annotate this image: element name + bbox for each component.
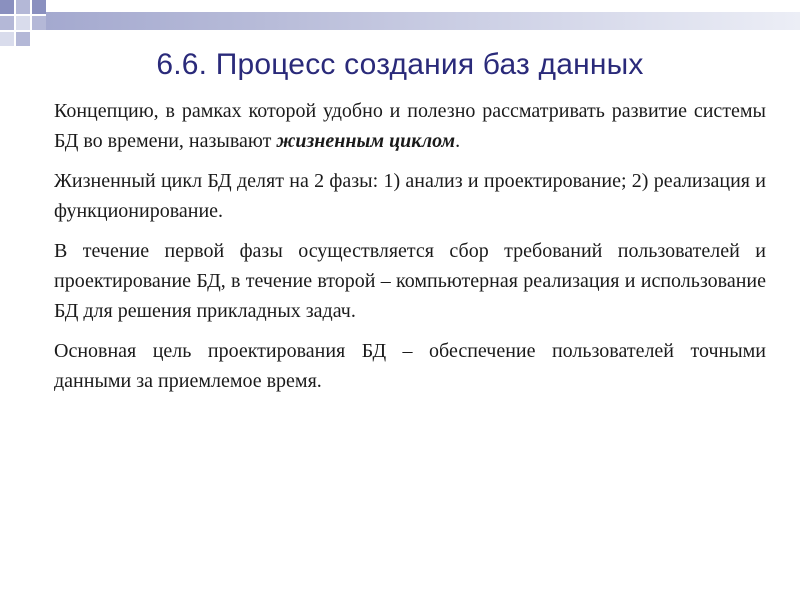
paragraph-phases: Жизненный цикл БД делят на 2 фазы: 1) анализ и проектирование; 2) реализация и функционирование. [54, 170, 766, 222]
decor-square [16, 16, 30, 30]
decor-square [32, 16, 46, 30]
paragraph-text: . [455, 130, 461, 152]
top-decorative-band [0, 0, 800, 36]
paragraph-text: Концепцию, в рамках которой удобно и полезно рассматривать развитие системы БД во времени, называют [54, 100, 766, 152]
decor-square [16, 0, 30, 14]
decor-square [0, 32, 14, 46]
slide-title: 6.6. Процесс создания баз данных [156, 48, 644, 81]
decor-square [0, 0, 14, 14]
emphasis-term: жизненным циклом [276, 130, 456, 152]
decor-square [32, 0, 46, 14]
paragraph-design-goal: Основная цель проектирования БД – обеспечение пользователей точными данными за приемлемое время. [54, 340, 766, 392]
paragraph-phase-details: В течение первой фазы осуществляется сбор требований пользователей и проектирование БД, в течение второй – компьютерная реализация и использование БД для решения прикладных задач. [54, 240, 766, 322]
decor-square [0, 16, 14, 30]
header-gradient-bar [46, 12, 800, 30]
decor-square [16, 32, 30, 46]
slide-body [54, 96, 766, 406]
paragraph-lifecycle-definition [54, 96, 766, 156]
